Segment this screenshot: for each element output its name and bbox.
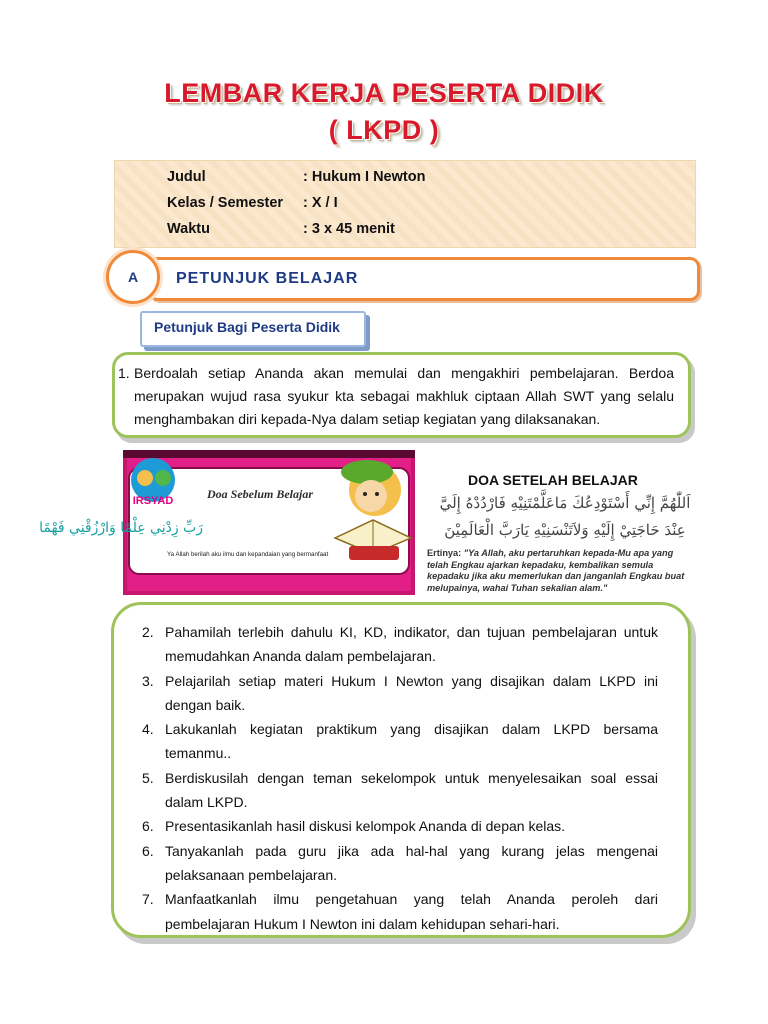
- card-title: Doa Sebelum Belajar: [207, 487, 314, 501]
- step-number: 2.: [142, 624, 154, 640]
- step-text: Pelajarilah setiap materi Hukum I Newton yang disajikan dalam LKPD ini dengan baik.: [165, 672, 658, 713]
- step-text: Berdoalah setiap Ananda akan memulai dan mengakhiri pembelajaran. Berdoa merupakan wujud rasa syukur kta sebagai makhluk ciptaan Allah SWT yang selalu menghambakan diri kepada-Nya dalam setiap kegiatan yang dilaksanakan.: [134, 365, 674, 427]
- step-number: 6.: [142, 842, 154, 859]
- card-meaning: Ya Allah berilah aku ilmu dan kepandaian yang bermanfaat: [167, 551, 329, 558]
- step-text: Presentasikanlah hasil diskusi kelompok Ananda di depan kelas.: [165, 818, 566, 835]
- badge-label: IRSYAD: [132, 495, 174, 507]
- subsection-title: Petunjuk Bagi Peserta Didik: [154, 319, 340, 335]
- step1-paragraph: [118, 362, 674, 431]
- card-arabic: رَبِّ زِدْنِي عِلْمًا وَارْزُقْنِي فَهْمًا: [39, 520, 203, 536]
- doa-sebelum-belajar-image: [39, 450, 415, 595]
- step-text: Tanyakanlah pada guru jika ada hal-hal yang kurang jelas mengenai pelaksanaan pembelajaran.: [165, 842, 658, 883]
- page-subtitle: ( LKPD ): [328, 115, 440, 145]
- list-item: [134, 839, 658, 888]
- meaning-text: "Ya Allah, aku pertaruhkan kepada-Mu apa yang telah Engkau ajarkan kepadaku, kembalikan semula kepadaku jika aku memerlukan dan janganlah Engkau buat melupainya, wahai Tuhan sekalian alam.": [427, 548, 685, 593]
- list-item: [134, 766, 658, 815]
- info-row-judul: [167, 169, 425, 185]
- doa-after-meaning: [427, 548, 695, 594]
- info-value: : Hukum I Newton: [303, 169, 426, 185]
- step-text: Lakukanlah kegiatan praktikum yang disajikan dalam LKPD bersama temanmu..: [165, 721, 658, 762]
- list-item: [134, 814, 658, 838]
- info-value: : X / I: [303, 195, 338, 211]
- info-label: Kelas / Semester: [167, 195, 284, 211]
- info-row-waktu: [167, 221, 395, 237]
- list-item: [134, 717, 658, 766]
- info-row-kelas: [167, 195, 338, 211]
- meaning-label: Ertinya:: [427, 548, 462, 558]
- step-text: Manfaatkanlah ilmu pengetahuan yang telah Ananda peroleh dari pembelajaran Hukum I Newton ini dalam kehidupan sehari-hari.: [165, 891, 658, 932]
- info-label: Judul: [167, 169, 206, 185]
- doa-after-arabic-line2: عِنْدَ حَاجَتِيْ إِلَيْهِ وَلاَتَنْسَنِيْهِ يَارَبَّ الْعَالَمِيْنَ: [444, 521, 686, 539]
- step-number: 7.: [142, 891, 154, 908]
- list-item: [134, 887, 658, 936]
- step-number: 4.: [142, 721, 154, 738]
- step-text: Pahamilah terlebih dahulu KI, KD, indikator, dan tujuan pembelajaran untuk memudahkan Ananda dalam pembelajaran.: [165, 624, 658, 665]
- step-number: 5.: [142, 769, 154, 786]
- list-item: [134, 669, 658, 718]
- doa-after-title: DOA SETELAH BELAJAR: [468, 472, 638, 488]
- section-title: PETUNJUK BELAJAR: [176, 270, 359, 287]
- list-item: [134, 620, 658, 669]
- step-number: 1.: [118, 365, 130, 381]
- step-number: 3.: [142, 672, 154, 689]
- doa-after-arabic-line1: اَللّٰهُمَّ إِنِّي أَسْتَوْدِعُكَ مَاعَلَّمْتَنِيْهِ فَارْدُدْهُ إِلَيَّ: [439, 494, 691, 512]
- info-value: : 3 x 45 menit: [303, 221, 395, 237]
- subsection-tab: [140, 311, 366, 347]
- step-text: Berdiskusilah dengan teman sekelompok untuk menyelesaikan soal essai dalam LKPD.: [165, 769, 658, 811]
- steps-list: [134, 620, 658, 936]
- page-title: LEMBAR KERJA PESERTA DIDIK: [164, 78, 604, 108]
- step-number: 6.: [142, 818, 154, 835]
- info-box: [114, 160, 696, 248]
- info-label: Waktu: [167, 221, 210, 237]
- section-letter-badge: A: [106, 250, 160, 304]
